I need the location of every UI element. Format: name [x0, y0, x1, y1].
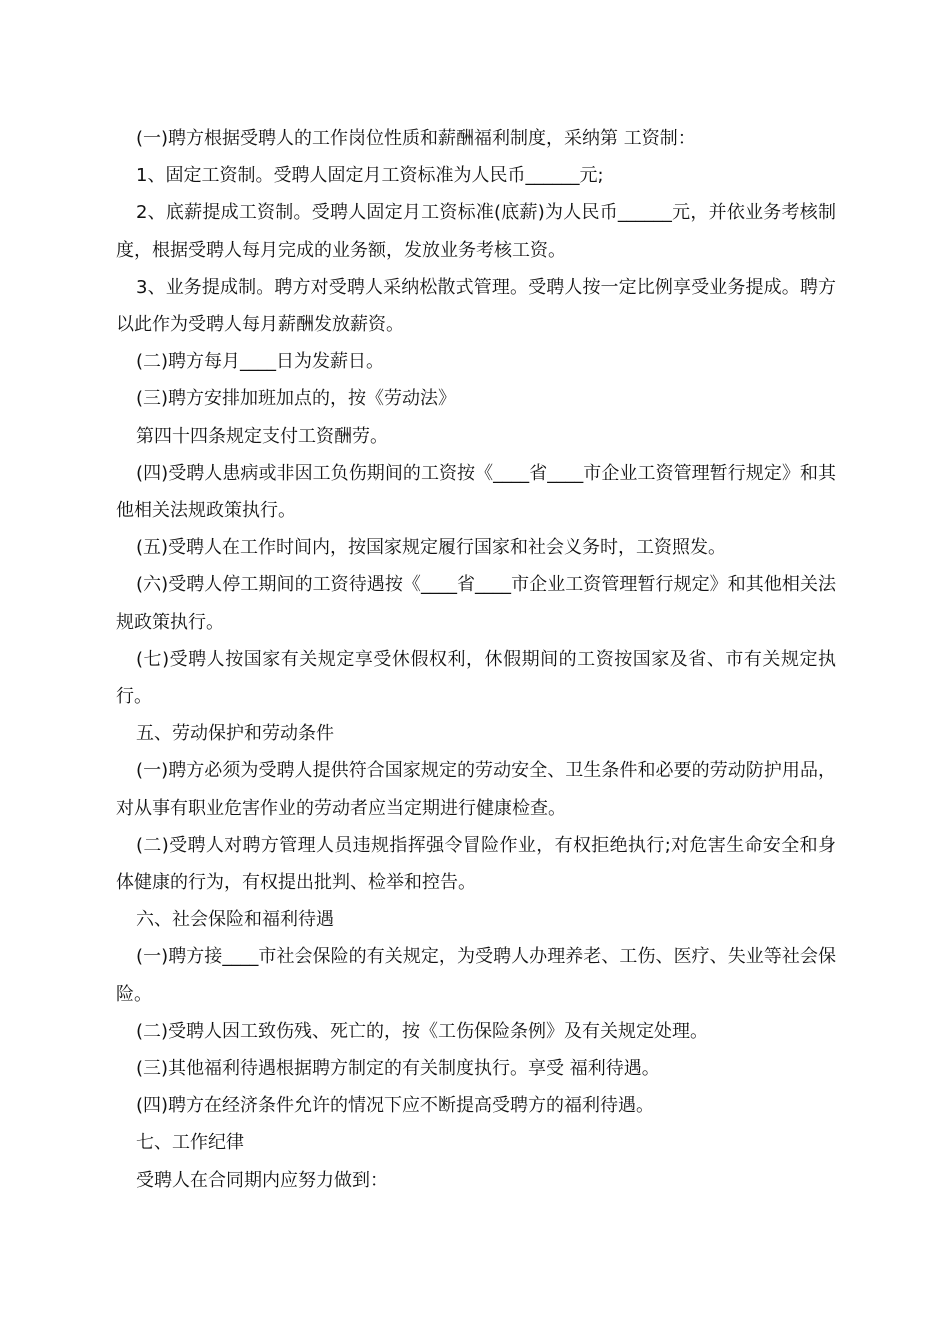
section-heading-work-discipline: 七、工作纪律	[136, 1132, 244, 1154]
section-heading-labor-protection: 五、劳动保护和劳动条件	[136, 723, 334, 745]
discipline-intro: 受聘人在合同期内应努力做到：	[136, 1169, 388, 1191]
business-commission-item: 3、业务提成制。聘方对受聘人采纳松散式管理。受聘人按一定比例享受业务提成。聘方以此作为受聘人每月薪酬发放薪资。	[116, 276, 836, 336]
overtime-clause-continued: 第四十四条规定支付工资酬劳。	[136, 425, 388, 447]
benefit-improvement-clause: (四)聘方在经济条件允许的情况下应不断提高受聘方的福利待遇。	[136, 1095, 655, 1117]
right-to-refuse-clause: (二)受聘人对聘方管理人员违规指挥强令冒险作业，有权拒绝执行;对危害生命安全和身体健康的行为，有权提出批判、检举和控告。	[116, 834, 836, 894]
work-stoppage-wage-clause: (六)受聘人停工期间的工资待遇按《____省____市企业工资管理暂行规定》和其他相关法规政策执行。	[116, 574, 836, 633]
civic-duty-wage-clause: (五)受聘人在工作时间内，按国家规定履行国家和社会义务时，工资照发。	[136, 537, 727, 559]
fixed-wage-item: 1、固定工资制。受聘人固定月工资标准为人民币______元;	[136, 165, 604, 187]
safety-conditions-clause: (一)聘方必须为受聘人提供符合国家规定的劳动安全、卫生条件和必要的劳动防护用品，对从事有职业危害作业的劳动者应当定期进行健康检查。	[116, 760, 836, 819]
vacation-wage-clause: (七)受聘人按国家有关规定享受休假权利，休假期间的工资按国家及省、市有关规定执行。	[116, 648, 836, 708]
payday-clause: (二)聘方每月____日为发薪日。	[136, 351, 385, 373]
overtime-clause: (三)聘方安排加班加点的，按《劳动法》	[136, 388, 457, 410]
wage-system-clause: (一)聘方根据受聘人的工作岗位性质和薪酬福利制度，采纳第 工资制：	[136, 128, 696, 149]
base-commission-wage-item: 2、底薪提成工资制。受聘人固定月工资标准(底薪)为人民币______元，并依业务考核制度，根据受聘人每月完成的业务额，发放业务考核工资。	[116, 202, 836, 261]
work-injury-clause: (二)受聘人因工致伤残、死亡的，按《工伤保险条例》及有关规定处理。	[136, 1020, 709, 1042]
document-body	[116, 120, 836, 1199]
other-benefits-clause: (三)其他福利待遇根据聘方制定的有关制度执行。享受 福利待遇。	[136, 1058, 660, 1080]
sick-leave-wage-clause: (四)受聘人患病或非因工负伤期间的工资按《____省____市企业工资管理暂行规定》和其他相关法规政策执行。	[116, 462, 836, 522]
section-heading-social-insurance: 六、社会保险和福利待遇	[136, 909, 334, 931]
social-insurance-clause: (一)聘方接____市社会保险的有关规定，为受聘人办理养老、工伤、医疗、失业等社会保险。	[116, 946, 836, 1005]
